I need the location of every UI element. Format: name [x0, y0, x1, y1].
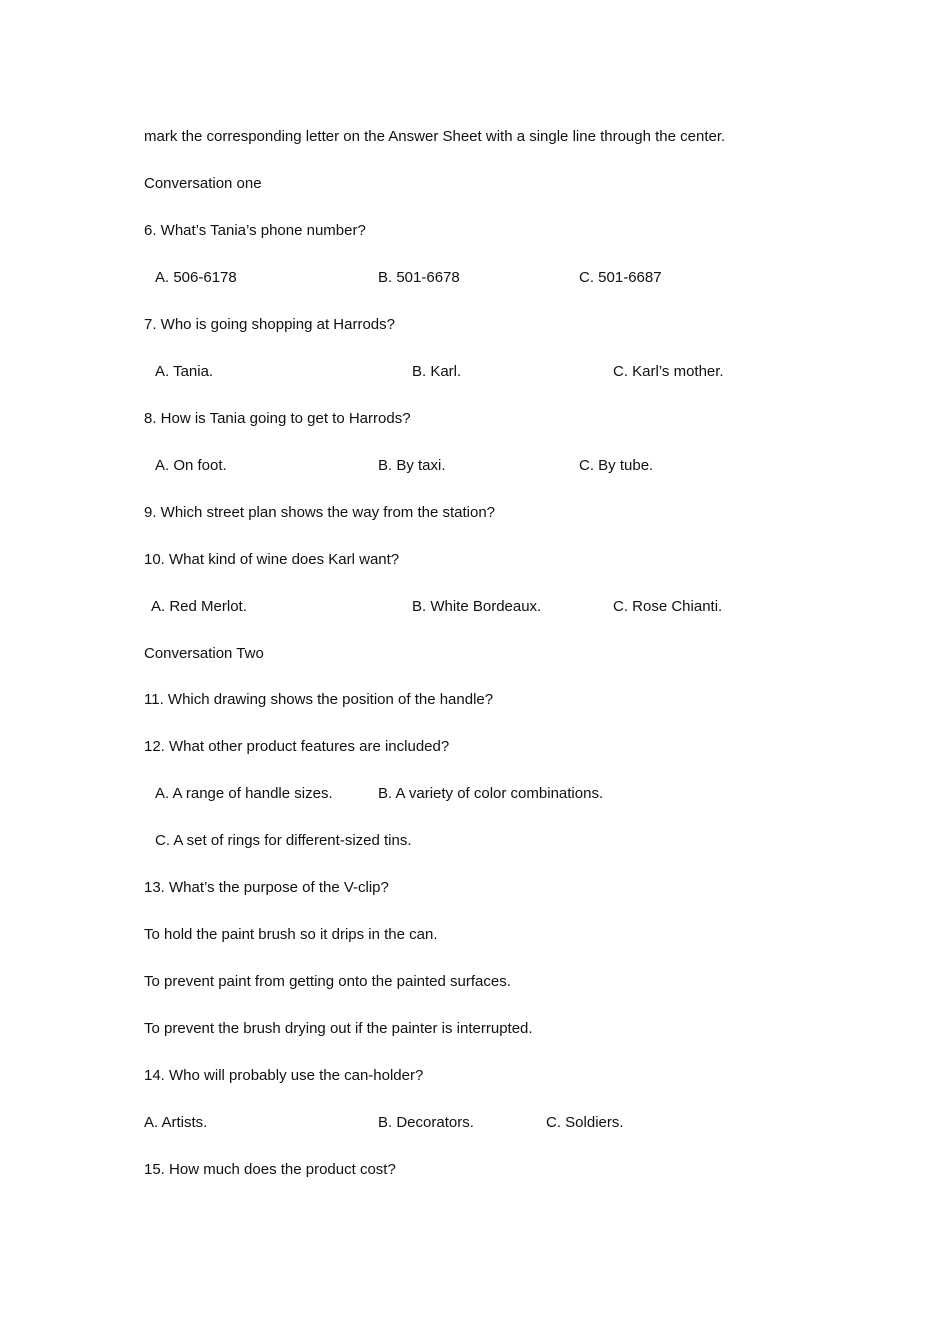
question-12: 12. What other product features are included? [144, 738, 450, 755]
q14-option-c: C. Soldiers. [546, 1114, 624, 1131]
q10-option-a: A. Red Merlot. [151, 598, 247, 615]
section-heading-conversation-one: Conversation one [144, 175, 262, 192]
question-10: 10. What kind of wine does Karl want? [144, 551, 400, 568]
q10-option-c: C. Rose Chianti. [613, 598, 723, 615]
question-14: 14. Who will probably use the can-holder? [144, 1067, 424, 1084]
question-9: 9. Which street plan shows the way from the station? [144, 504, 495, 521]
q10-option-b: B. White Bordeaux. [412, 598, 542, 615]
question-13: 13. What’s the purpose of the V-clip? [144, 879, 389, 896]
q8-option-b: B. By taxi. [378, 457, 446, 474]
instruction-text: mark the corresponding letter on the Answer Sheet with a single line through the center. [144, 128, 726, 145]
question-7: 7. Who is going shopping at Harrods? [144, 316, 395, 333]
q12-option-c: C. A set of rings for different-sized tins. [155, 832, 412, 849]
q6-option-a: A. 506-6178 [155, 269, 237, 286]
question-6: 6. What’s Tania’s phone number? [144, 222, 366, 239]
q6-option-c: C. 501-6687 [579, 269, 662, 286]
q6-option-b: B. 501-6678 [378, 269, 460, 286]
q12-option-b: B. A variety of color combinations. [378, 785, 604, 802]
q7-option-b: B. Karl. [412, 363, 462, 380]
question-15: 15. How much does the product cost? [144, 1161, 396, 1178]
q14-option-a: A. Artists. [144, 1114, 208, 1131]
q8-option-c: C. By tube. [579, 457, 654, 474]
q7-option-c: C. Karl’s mother. [613, 363, 724, 380]
q12-option-a: A. A range of handle sizes. [155, 785, 333, 802]
section-heading-conversation-two: Conversation Two [144, 645, 264, 662]
q13-option-a: To hold the paint brush so it drips in the can. [144, 926, 438, 943]
q8-option-a: A. On foot. [155, 457, 227, 474]
q13-option-b: To prevent paint from getting onto the painted surfaces. [144, 973, 511, 990]
question-11: 11. Which drawing shows the position of the handle? [144, 691, 494, 708]
question-8: 8. How is Tania going to get to Harrods? [144, 410, 411, 427]
q13-option-c: To prevent the brush drying out if the painter is interrupted. [144, 1020, 533, 1037]
q7-option-a: A. Tania. [155, 363, 214, 380]
q14-option-b: B. Decorators. [378, 1114, 474, 1131]
